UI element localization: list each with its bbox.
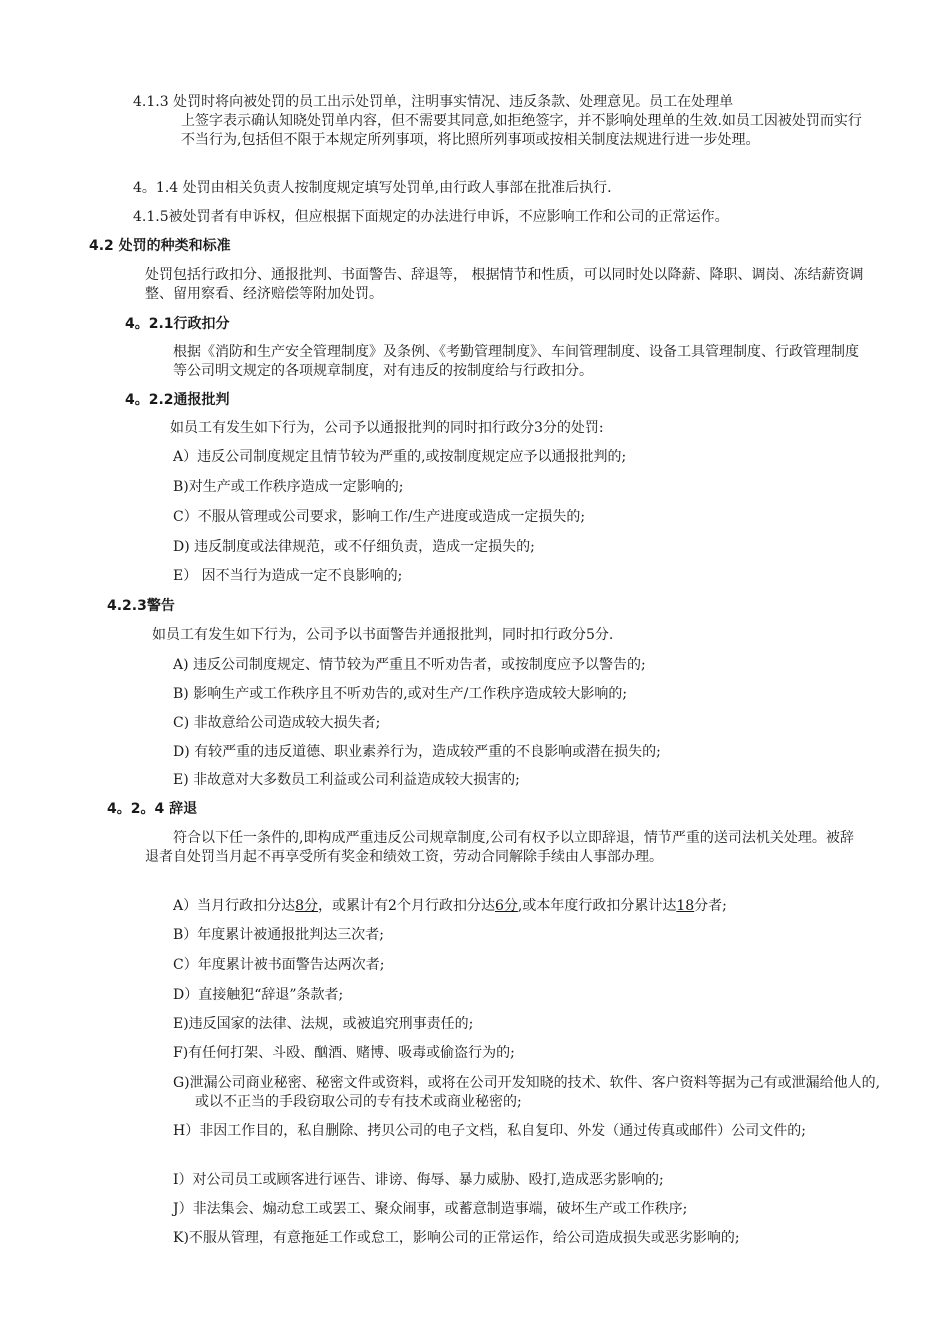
list-item: A）违反公司制度规定且情节较为严重的,或按制度规定应予以通报批判的; (173, 449, 627, 465)
list-item (173, 897, 727, 916)
heading-4-2-3: 4.2.3警告 (107, 598, 175, 614)
paragraph-4-1-5: 4.1.5被处罚者有申诉权，但应根据下面规定的办法进行申诉，不应影响工作和公司的正常运作。 (133, 209, 729, 225)
list-item: C) 非故意给公司造成较大损失者; (173, 715, 381, 731)
list-item-text: ，或累计有2个月行政扣分达 (318, 898, 495, 914)
heading-4-2-4: 4。2。4 辞退 (107, 801, 198, 817)
paragraph-4-1-3-rest: 上签字表示确认知晓处罚单内容，但不需要其同意,如拒绝签字，并不影响处理单的生效.如员工因被处罚而实行不当行为,包括但不限于本规定所列事项，将比照所列事项或按相关制度法规进行进一步处理。 (181, 113, 862, 148)
list-item: E) 非故意对大多数员工利益或公司利益造成较大损害的; (173, 772, 520, 788)
list-item: J）非法集会、煽动怠工或罢工、聚众闹事，或蓄意制造事端，破坏生产或工作秩序; (173, 1201, 688, 1217)
paragraph-4-2-4-intro: 符合以下任一条件的,即构成严重违反公司规章制度,公司有权予以立即辞退，情节严重的送司法机关处理。被辞退者自处罚当月起不再享受所有奖金和绩效工资，劳动合同解除手续由人事部办理。 (145, 830, 854, 865)
list-item: A) 违反公司制度规定、情节较为严重且不听劝告者，或按制度应予以警告的; (173, 657, 646, 673)
list-item: B)对生产或工作秩序造成一定影响的; (173, 479, 404, 495)
list-item: D）直接触犯“辞退”条款者; (173, 987, 344, 1003)
paragraph-4-1-4: 4。1.4 处罚由相关负责人按制度规定填写处罚单,由行政人事部在批准后执行. (133, 180, 612, 196)
list-item: E)违反国家的法律、法规，或被追究刑事责任的; (173, 1016, 474, 1032)
list-item: B) 影响生产或工作秩序且不听劝告的,或对生产/工作秩序造成较大影响的; (173, 686, 628, 702)
list-item: C）年度累计被书面警告达两次者; (173, 957, 385, 973)
deduction-value: 8分 (295, 898, 319, 914)
deduction-value: 6分 (494, 898, 518, 914)
paragraph-4-2-3-intro: 如员工有发生如下行为，公司予以书面警告并通报批判，同时扣行政分5分. (152, 627, 614, 643)
paragraph-4-2-1: 根据《消防和生产安全管理制度》及条例、《考勤管理制度》、车间管理制度、设备工具管理制度、行政管理制度等公司明文规定的各项规章制度，对有违反的按制度给与行政扣分。 (173, 344, 859, 379)
list-item: I）对公司员工或顾客进行诬告、诽谤、侮辱、暴力威胁、殴打,造成恶劣影响的; (173, 1172, 664, 1188)
list-item: D) 违反制度或法律规范，或不仔细负责，造成一定损失的; (173, 539, 535, 555)
list-item: K)不服从管理，有意拖延工作或怠工，影响公司的正常运作，给公司造成损失或恶劣影响的; (173, 1230, 740, 1246)
list-item-text: 分者; (694, 898, 727, 914)
heading-4-2: 4.2 处罚的种类和标准 (89, 238, 231, 254)
deduction-value: 18 (676, 898, 695, 914)
list-item: G)泄漏公司商业秘密、秘密文件或资料，或将在公司开发知晓的技术、软件、客户资料等据为己有或泄漏给他人的,或以不正当的手段窃取公司的专有技术或商业秘密的; (173, 1075, 881, 1110)
paragraph-4-2-2-intro: 如员工有发生如下行为，公司予以通报批判的同时扣行政分3分的处罚: (170, 420, 604, 436)
list-item: B）年度累计被通报批判达三次者; (173, 927, 385, 943)
list-item: F)有任何打架、斗殴、酗酒、赌博、吸毒或偷盗行为的; (173, 1045, 515, 1061)
list-item: D) 有较严重的违反道德、职业素养行为，造成较严重的不良影响或潜在损失的; (173, 744, 661, 760)
list-item: C）不服从管理或公司要求，影响工作/生产进度或造成一定损失的; (173, 509, 586, 525)
list-item-text: ,或本年度行政扣分累计达 (517, 898, 677, 914)
list-item: H）非因工作目的，私自删除、拷贝公司的电子文档，私自复印、外发（通过传真或邮件）公司文件的; (173, 1123, 806, 1139)
heading-4-2-1: 4。2.1行政扣分 (125, 316, 230, 332)
paragraph-4-1-3-lead: 4.1.3 处罚时将向被处罚的员工出示处罚单，注明事实情况、违反条款、处理意见。员工在处理单 (133, 94, 734, 110)
list-item: E） 因不当行为造成一定不良影响的; (173, 568, 403, 584)
heading-4-2-2: 4。2.2通报批判 (125, 392, 230, 408)
list-item-text: A）当月行政扣分达 (173, 898, 296, 914)
paragraph-4-2: 处罚包括行政扣分、通报批判、书面警告、辞退等， 根据情节和性质，可以同时处以降薪、降职、调岗、冻结薪资调整、留用察看、经济赔偿等附加处罚。 (145, 267, 864, 302)
paragraph-4-1-3 (133, 93, 868, 150)
